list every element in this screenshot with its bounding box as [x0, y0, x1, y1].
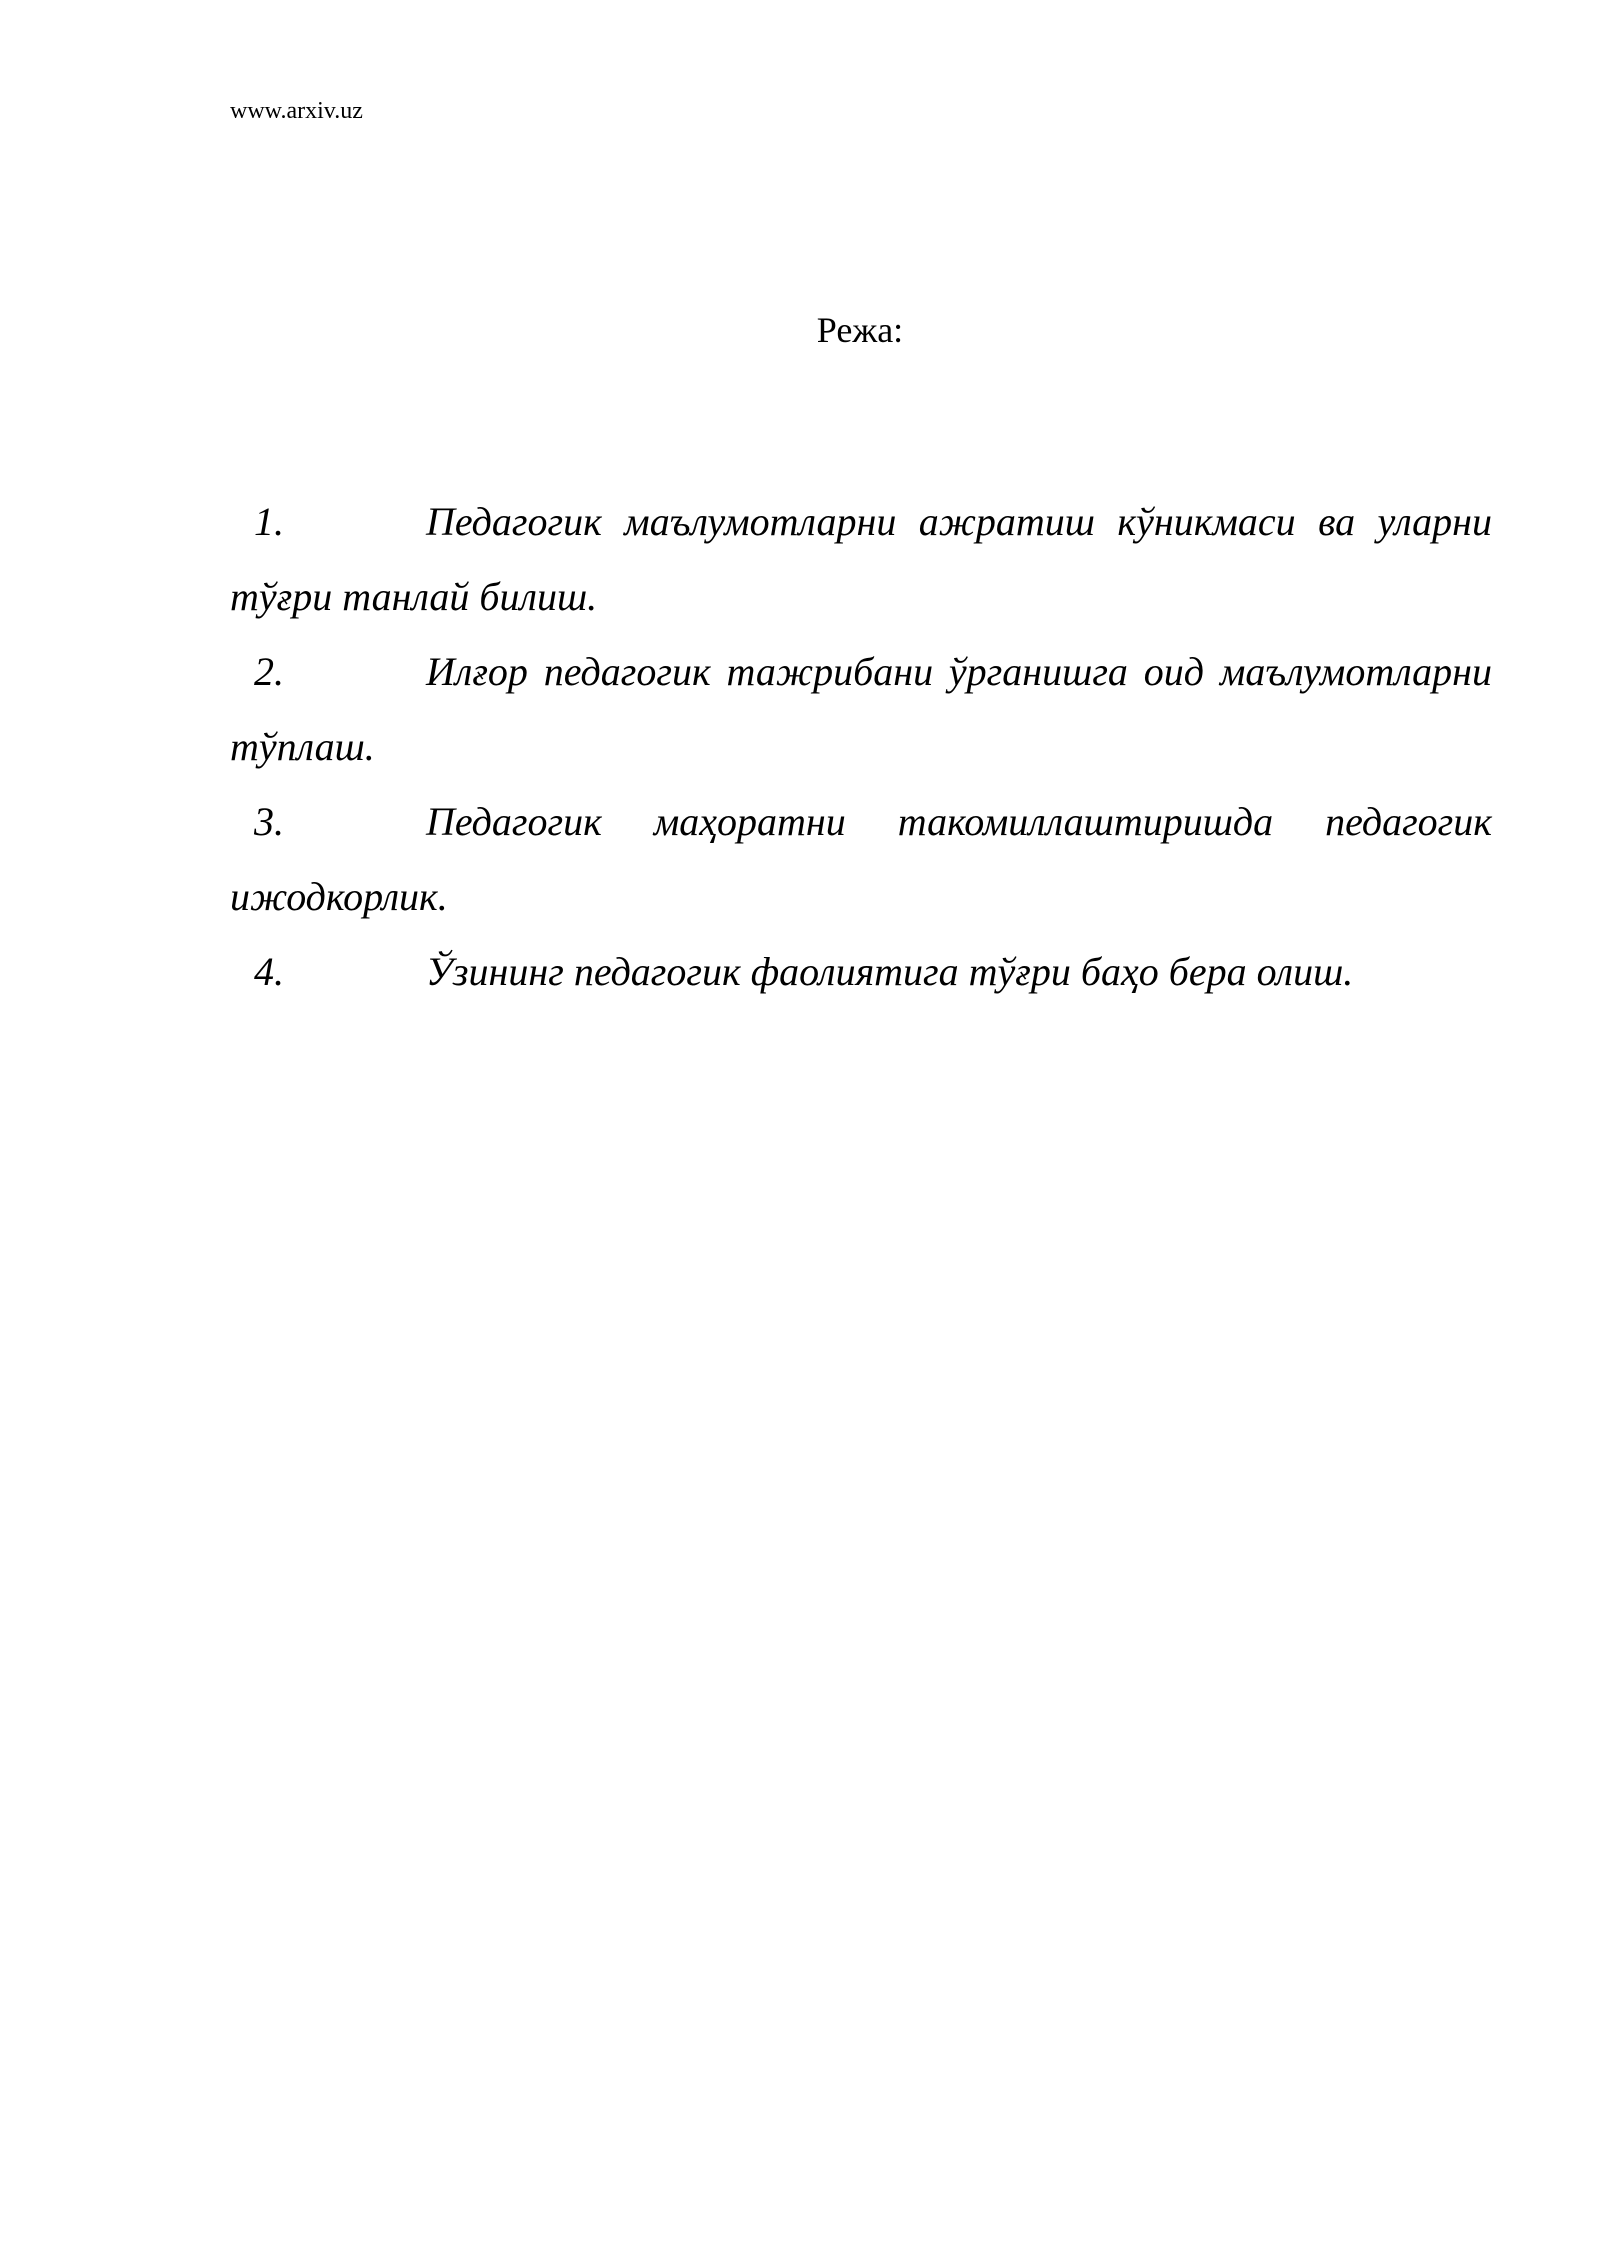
- header-url: www.arxiv.uz: [230, 98, 363, 124]
- plan-item-3: [230, 784, 1492, 934]
- plan-item-number: 3.: [254, 799, 284, 844]
- plan-item-number: 1.: [254, 499, 284, 544]
- plan-item-text: Педагогик маҳоратни такомиллаштиришда педагогик ижодкорлик.: [230, 799, 1492, 919]
- plan-list: [230, 484, 1492, 1009]
- plan-item-text: Педагогик маълумотларни ажратиш кўникмаси ва уларни тўғри танлай билиш.: [230, 499, 1492, 619]
- plan-item-number: 4.: [254, 949, 284, 994]
- plan-item-text: Ўзининг педагогик фаолиятига тўғри баҳо бера олиш.: [426, 949, 1354, 994]
- plan-item-4: [230, 934, 1492, 1009]
- plan-item-text: Илғор педагогик тажрибани ўрганишга оид маълумотларни тўплаш.: [230, 649, 1492, 769]
- plan-item-2: [230, 634, 1492, 784]
- plan-item-number: 2.: [254, 649, 284, 694]
- plan-item-1: [230, 484, 1492, 634]
- plan-title: Режа:: [816, 310, 904, 350]
